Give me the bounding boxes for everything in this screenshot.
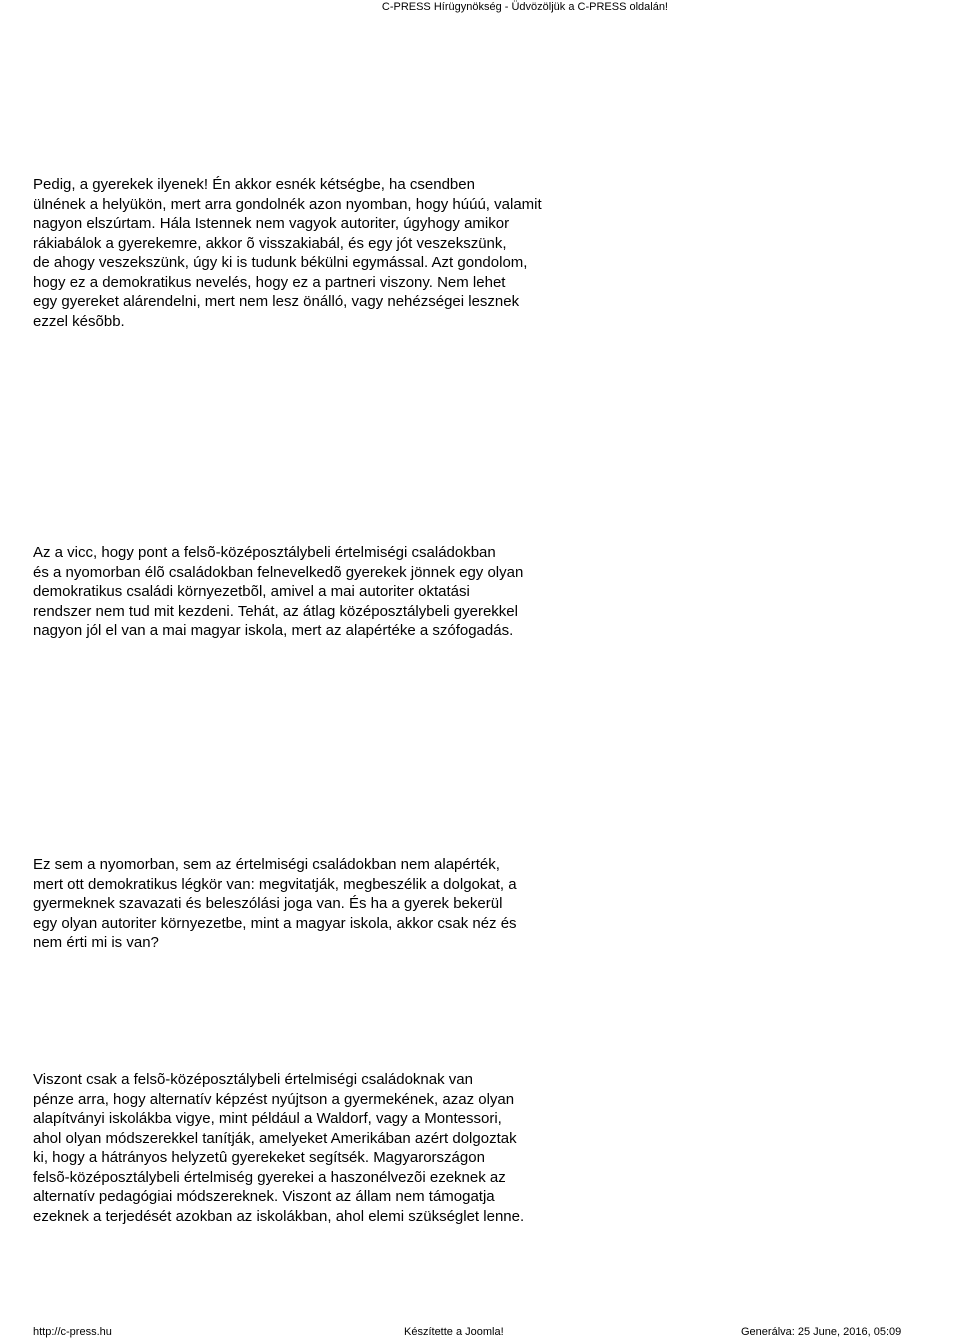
article-paragraph-1 xyxy=(33,175,613,331)
text-line: és a nyomorban élõ családokban felnevelkedõ gyerekek jönnek egy olyan xyxy=(33,563,524,581)
text-line: felsõ-középosztálybeli értelmiség gyerekei a haszonélvezõi ezeknek az xyxy=(33,1168,506,1186)
text-line: hogy ez a demokratikus nevelés, hogy ez a partneri viszony. Nem lehet xyxy=(33,273,506,291)
text-line: Ez sem a nyomorban, sem az értelmiségi családokban nem alapérték, xyxy=(33,856,500,873)
text-line: nagyon jól el van a mai magyar iskola, mert az alapértéke a szófogadás. xyxy=(33,622,514,639)
text-line: Az a vicc, hogy pont a felsõ-középosztálybeli értelmiségi családokban xyxy=(33,544,496,561)
text-line: Viszont csak a felsõ-középosztálybeli értelmiségi családoknak van xyxy=(33,1071,473,1088)
text-line: gyermeknek szavazati és beleszólási joga van. És ha a gyerek bekerül xyxy=(33,895,503,912)
footer-url-link[interactable]: http://c-press.hu xyxy=(33,1326,112,1338)
text-line: Pedig, a gyerekek ilyenek! Én akkor esnék kétségbe, ha csendben xyxy=(33,176,475,193)
text-line: ezzel késõbb. xyxy=(33,312,125,330)
page-footer xyxy=(0,1326,960,1340)
text-line: nem érti mi is van? xyxy=(33,934,159,951)
text-line: demokratikus családi környezetbõl, amivel a mai autoriter oktatási xyxy=(33,583,470,600)
article-paragraph-4 xyxy=(33,1070,613,1226)
article-paragraph-3 xyxy=(33,855,613,953)
text-line: alternatív pedagógiai módszereknek. Viszont az állam nem támogatja xyxy=(33,1188,495,1205)
footer-credit: Készítette a Joomla! xyxy=(404,1326,504,1338)
text-line: ezeknek a terjedését azokban az iskolákban, ahol elemi szükséglet lenne. xyxy=(33,1207,525,1225)
text-line: rendszer nem tud mit kezdeni. Tehát, az átlag középosztálybeli gyerekkel xyxy=(33,602,518,620)
text-line: egy olyan autoriter környezetbe, mint a magyar iskola, akkor csak néz és xyxy=(33,914,517,932)
text-line: mert ott demokratikus légkör van: megvitatják, megbeszélik a dolgokat, a xyxy=(33,875,517,893)
article-paragraph-2 xyxy=(33,543,613,641)
text-line: nagyon elszúrtam. Hála Istennek nem vagyok autoriter, úgyhogy amikor xyxy=(33,215,510,232)
text-line: ki, hogy a hátrányos helyzetû gyerekeket segítsék. Magyarországon xyxy=(33,1149,485,1166)
footer-generated-date: Generálva: 25 June, 2016, 05:09 xyxy=(741,1326,902,1338)
text-line: rákiabálok a gyerekemre, akkor õ visszakiabál, és egy jót veszekszünk, xyxy=(33,234,507,252)
text-line: alapítványi iskolákba vigye, mint például a Waldorf, vagy a Montessori, xyxy=(33,1110,502,1127)
text-line: ülnének a helyükön, mert arra gondolnék azon nyomban, hogy húúú, valamit xyxy=(33,195,542,213)
text-line: egy gyereket alárendelni, mert nem lesz önálló, vagy nehézségei lesznek xyxy=(33,293,520,310)
page-header-title: C-PRESS Hírügynökség - Üdvözöljük a C-PRESS oldalán! xyxy=(381,1,668,13)
text-line: ahol olyan módszerekkel tanítják, amelyeket Amerikában azért dolgoztak xyxy=(33,1129,517,1147)
text-line: pénze arra, hogy alternatív képzést nyújtson a gyermekének, azaz olyan xyxy=(33,1090,515,1108)
text-line: de ahogy veszekszünk, úgy ki is tudunk békülni egymással. Azt gondolom, xyxy=(33,254,528,271)
